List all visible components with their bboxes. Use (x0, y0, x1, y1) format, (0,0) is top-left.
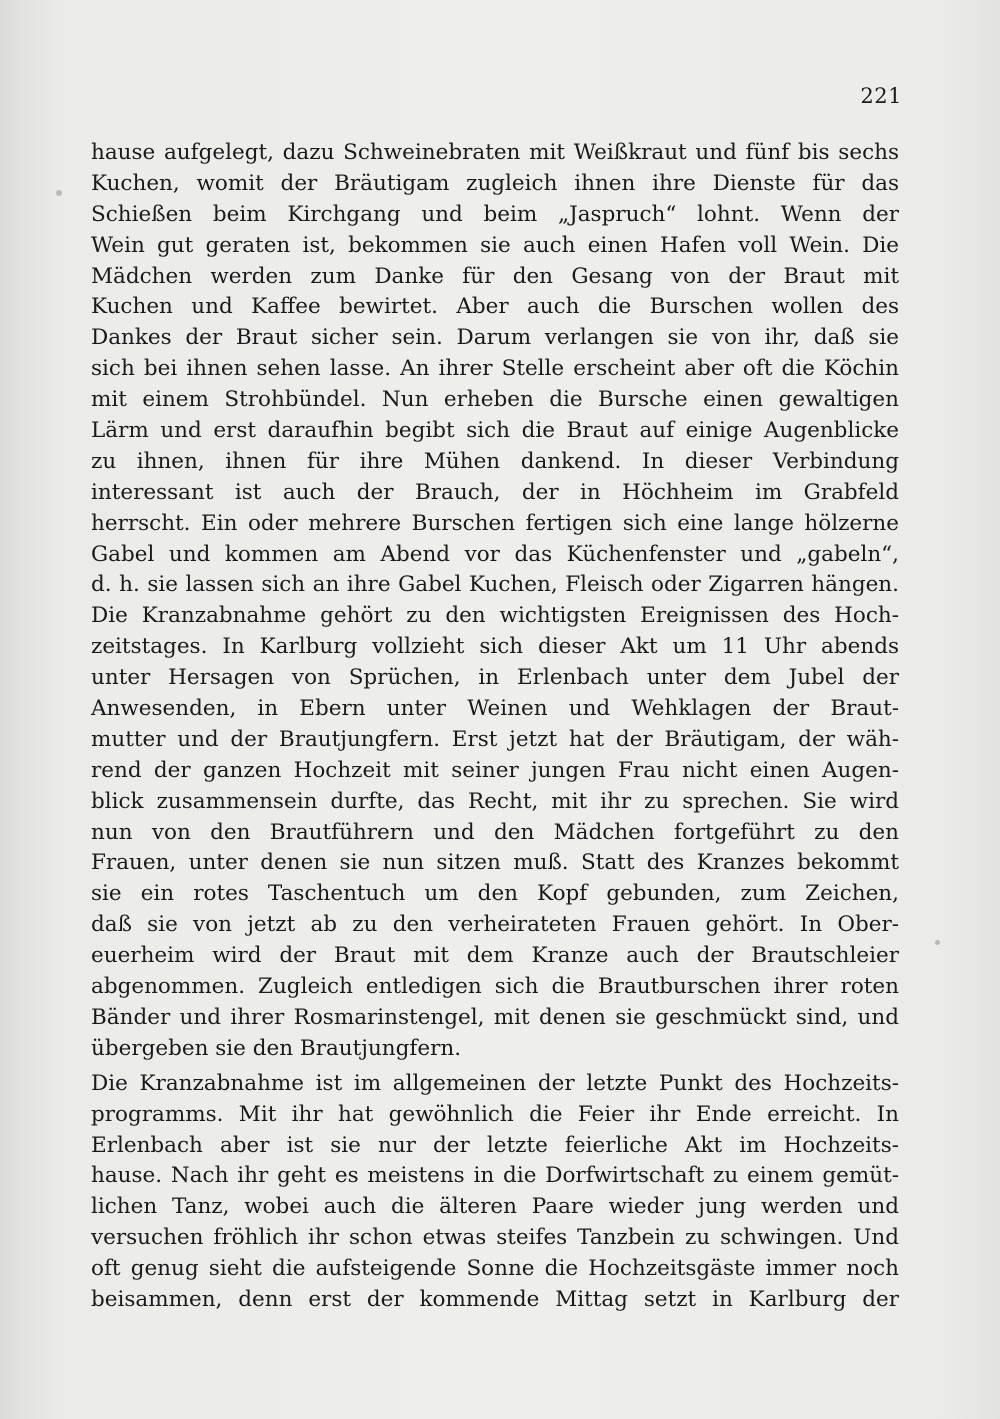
text-line: zu ihnen, ihnen für ihre Mühen dankend. In dieser Verbindung (91, 448, 899, 474)
paragraph-1 (91, 138, 899, 1065)
text-line: hause aufgelegt, dazu Schweinebraten mit Weißkraut und fünf bis sechs (91, 140, 899, 165)
text-line: unter Hersagen von Sprüchen, in Erlenbach unter dem Jubel der (91, 665, 899, 691)
text-line: Die Kranzabnahme ist im allgemeinen der letzte Punkt des Hochzeits- (91, 1070, 899, 1096)
text-line: Bänder und ihrer Rosmarinstengel, mit denen sie geschmückt sind, und (91, 1004, 899, 1030)
text-line: programms. Mit ihr hat gewöhnlich die Feier ihr Ende erreicht. In (91, 1101, 899, 1127)
text-line: rend der ganzen Hochzeit mit seiner jungen Frau nicht einen Augen- (91, 757, 899, 783)
text-line: Kuchen, womit der Bräutigam zugleich ihnen ihre Dienste für das (91, 170, 899, 196)
page-number: 221 (860, 84, 902, 108)
text-line: Gabel und kommen am Abend vor das Küchenfenster und „gabeln“, (91, 541, 899, 567)
body-text (91, 138, 899, 1316)
text-line: herrscht. Ein oder mehrere Burschen fertigen sich eine lange hölzerne (91, 510, 899, 536)
text-line: interessant ist auch der Brauch, der in Höchheim im Grabfeld (91, 479, 899, 505)
text-line: sie ein rotes Taschentuch um den Kopf gebunden, zum Zeichen, (91, 881, 899, 907)
paper-speck (935, 940, 940, 945)
text-line: Erlenbach aber ist sie nur der letzte feierliche Akt im Hochzeits- (91, 1132, 899, 1158)
text-line: Mädchen werden zum Danke für den Gesang von der Braut mit (91, 263, 899, 289)
text-line: Kuchen und Kaffee bewirtet. Aber auch die Burschen wollen des (91, 294, 899, 320)
text-line: oft genug sieht die aufsteigende Sonne die Hochzeitsgäste immer noch (91, 1256, 899, 1282)
text-line: nun von den Brautführern und den Mädchen fortgeführt zu den (91, 819, 899, 845)
text-line: d. h. sie lassen sich an ihre Gabel Kuchen, Fleisch oder Zigarren hängen. (91, 572, 899, 598)
paragraph-2 (91, 1069, 899, 1316)
text-line: blick zusammensein durfte, das Recht, mit ihr zu sprechen. Sie wird (91, 788, 899, 814)
text-line: versuchen fröhlich ihr schon etwas steifes Tanzbein zu schwingen. Und (91, 1225, 899, 1251)
text-line: Frauen, unter denen sie nun sitzen muß. Statt des Kranzes bekommt (91, 850, 899, 876)
text-line: beisammen, denn erst der kommende Mittag setzt in Karlburg der (91, 1286, 899, 1312)
text-line: Die Kranzabnahme gehört zu den wichtigsten Ereignissen des Hoch- (91, 603, 899, 629)
text-line: Dankes der Braut sicher sein. Darum verlangen sie von ihr, daß sie (91, 325, 899, 351)
paper-speck (56, 190, 62, 196)
text-line: Anwesenden, in Ebern unter Weinen und Wehklagen der Braut- (91, 696, 899, 722)
text-line: Schießen beim Kirchgang und beim „Jaspruch“ lohnt. Wenn der (91, 201, 899, 227)
text-line: sich bei ihnen sehen lasse. An ihrer Stelle erscheint aber oft die Köchin (91, 356, 899, 382)
text-line: euerheim wird der Braut mit dem Kranze auch der Brautschleier (91, 943, 899, 969)
text-line: zeitstages. In Karlburg vollzieht sich dieser Akt um 11 Uhr abends (91, 634, 899, 660)
text-line: übergeben sie den Brautjungfern. (91, 1035, 462, 1061)
text-line: abgenommen. Zugleich entledigen sich die Brautburschen ihrer roten (91, 974, 899, 1000)
text-line: mutter und der Brautjungfern. Erst jetzt hat der Bräutigam, der wäh- (91, 726, 899, 752)
text-line: Lärm und erst daraufhin begibt sich die Braut auf einige Augenblicke (91, 418, 899, 444)
text-line: Wein gut geraten ist, bekommen sie auch einen Hafen voll Wein. Die (91, 232, 899, 258)
text-line: lichen Tanz, wobei auch die älteren Paare wieder jung werden und (91, 1194, 899, 1220)
text-line: daß sie von jetzt ab zu den verheirateten Frauen gehört. In Ober- (91, 912, 899, 938)
text-line: mit einem Strohbündel. Nun erheben die Bursche einen gewaltigen (91, 387, 899, 413)
text-line: hause. Nach ihr geht es meistens in die Dorfwirtschaft zu einem gemüt- (91, 1163, 899, 1189)
